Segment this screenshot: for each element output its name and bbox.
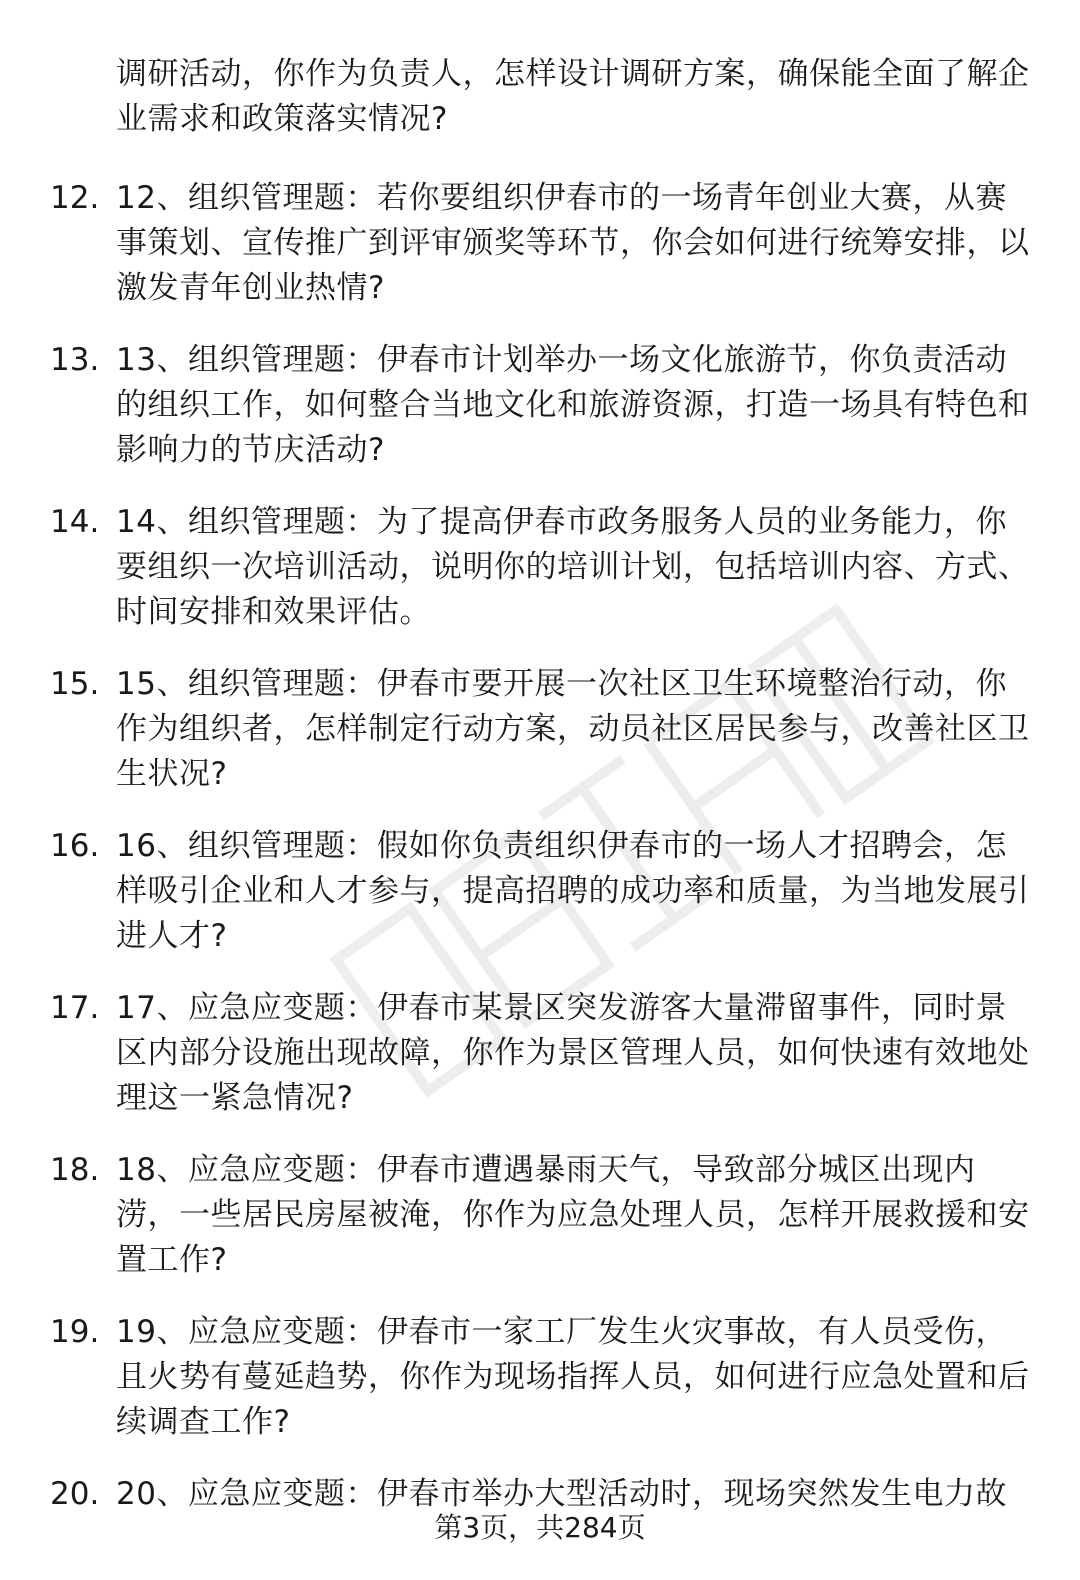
list-item-text: 16、组织管理题：假如你负责组织伊春市的一场人才招聘会，怎样吸引企业和人才参与，提高招聘的成功率和质量，为当地发展引进人才? <box>116 828 1030 954</box>
list-item-text: 13、组织管理题：伊春市计划举办一场文化旅游节，你负责活动的组织工作，如何整合当地文化和旅游资源，打造一场具有特色和影响力的节庆活动? <box>116 342 1030 468</box>
list-item-number: 17. <box>50 990 100 1026</box>
list-item-number: 18. <box>50 1152 100 1188</box>
list-item-text: 14、组织管理题：为了提高伊春市政务服务人员的业务能力，你要组织一次培训活动，说明你的培训计划，包括培训内容、方式、时间安排和效果评估。 <box>116 504 1030 630</box>
list-item-text: 18、应急应变题：伊春市遭遇暴雨天气，导致部分城区出现内涝，一些居民房屋被淹，你作为应急处理人员，怎样开展救援和安置工作? <box>116 1152 1030 1278</box>
list-item-text: 20、应急应变题：伊春市举办大型活动时，现场突然发生电力故 <box>116 1476 1007 1512</box>
list-item-text: 12、组织管理题：若你要组织伊春市的一场青年创业大赛，从赛事策划、宣传推广到评审颁奖等环节，你会如何进行统筹安排，以激发青年创业热情? <box>116 180 1030 306</box>
list-item-number: 20. <box>50 1476 100 1512</box>
list-item-number: 12. <box>50 180 100 216</box>
list-item-number: 14. <box>50 504 100 540</box>
list-item-number: 13. <box>50 342 100 378</box>
list-item-number: 16. <box>50 828 100 864</box>
continuation-paragraph: 调研活动，你作为负责人，怎样设计调研方案，确保能全面了解企业需求和政策落实情况? <box>116 56 1030 137</box>
list-item-number: 15. <box>50 666 100 702</box>
list-item-text: 17、应急应变题：伊春市某景区突发游客大量滞留事件，同时景区内部分设施出现故障，你作为景区管理人员，如何快速有效地处理这一紧急情况? <box>116 990 1030 1116</box>
list-item-text: 15、组织管理题：伊春市要开展一次社区卫生环境整治行动，你作为组织者，怎样制定行动方案，动员社区居民参与，改善社区卫生状况? <box>116 666 1030 792</box>
list-item-number: 19. <box>50 1314 100 1350</box>
page-footer: 第3页，共284页 <box>434 1511 646 1544</box>
list-item-text: 19、应急应变题：伊春市一家工厂发生火灾事故，有人员受伤，且火势有蔓延趋势，你作为现场指挥人员，如何进行应急处置和后续调查工作? <box>116 1314 1030 1440</box>
